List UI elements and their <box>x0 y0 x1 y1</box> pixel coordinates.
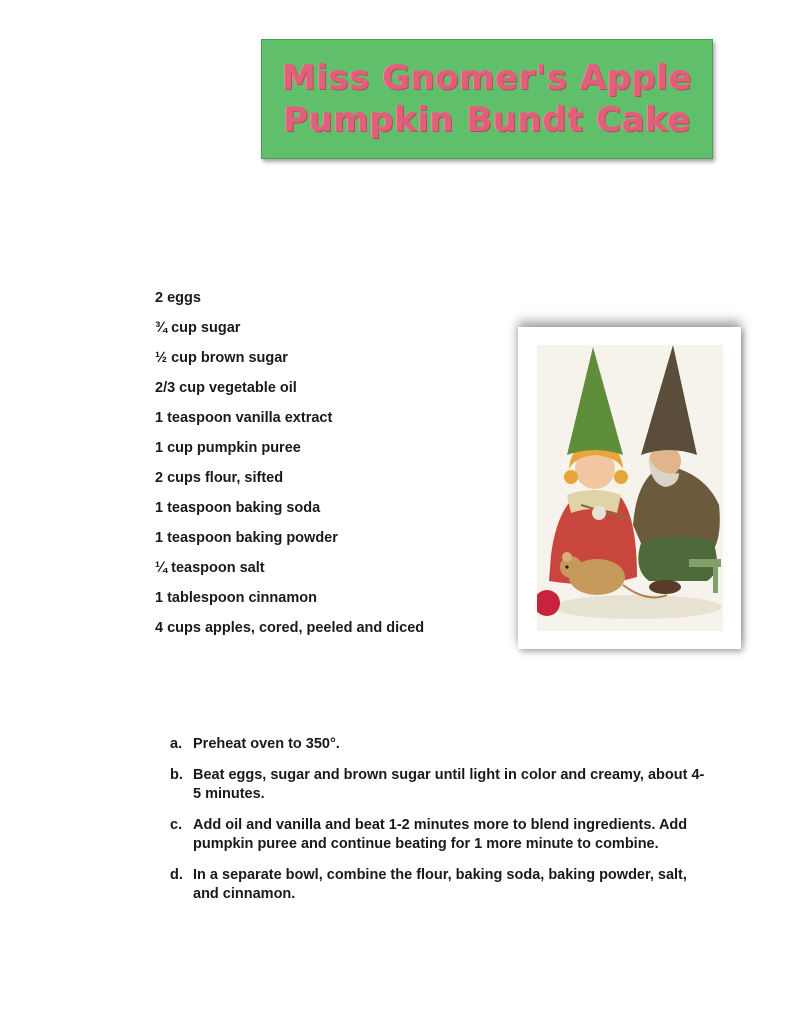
gnome-illustration-photo <box>518 327 741 649</box>
instruction-step <box>170 866 710 904</box>
ingredient-item: 2 cups flour, sifted <box>155 470 284 486</box>
step-text: In a separate bowl, combine the flour, baking soda, baking powder, salt, and cinnamon. <box>193 867 687 902</box>
instruction-step <box>170 735 710 754</box>
instruction-list <box>170 735 710 916</box>
step-text: Preheat oven to 350°. <box>193 736 340 752</box>
recipe-title-line-1: Miss Gnomer's Apple <box>281 58 693 98</box>
step-marker: d. <box>170 867 183 883</box>
ingredient-item: 2/3 cup vegetable oil <box>155 380 297 396</box>
ingredient-item: 4 cups apples, cored, peeled and diced <box>155 620 425 636</box>
gnome-illustration <box>537 345 723 631</box>
ingredient-item: 1 cup pumpkin puree <box>155 440 301 456</box>
ingredient-item: 1 teaspoon baking soda <box>155 500 321 516</box>
ingredient-item: 1 teaspoon baking powder <box>155 530 338 546</box>
ingredient-item: 2 eggs <box>155 290 201 306</box>
recipe-title-line-2: Pumpkin Bundt Cake <box>283 100 691 140</box>
step-marker: b. <box>170 767 183 783</box>
ingredient-item: ¼ teaspoon salt <box>155 560 265 576</box>
ingredient-item: 1 teaspoon vanilla extract <box>155 410 333 426</box>
step-marker: c. <box>170 817 183 833</box>
step-text: Add oil and vanilla and beat 1-2 minutes more to blend ingredients. Add pumpkin puree and continue beating for 1 more minute to combine. <box>193 817 688 852</box>
recipe-title-banner <box>261 39 713 159</box>
instruction-step <box>170 766 710 804</box>
ingredient-item: ¾ cup sugar <box>155 320 241 336</box>
step-text: Beat eggs, sugar and brown sugar until light in color and creamy, about 4-5 minutes. <box>193 767 705 802</box>
ingredient-list <box>155 283 424 643</box>
ingredient-item: 1 tablespoon cinnamon <box>155 590 317 606</box>
step-marker: a. <box>170 736 183 752</box>
ingredient-item: ½ cup brown sugar <box>155 350 288 366</box>
instruction-step <box>170 816 710 854</box>
